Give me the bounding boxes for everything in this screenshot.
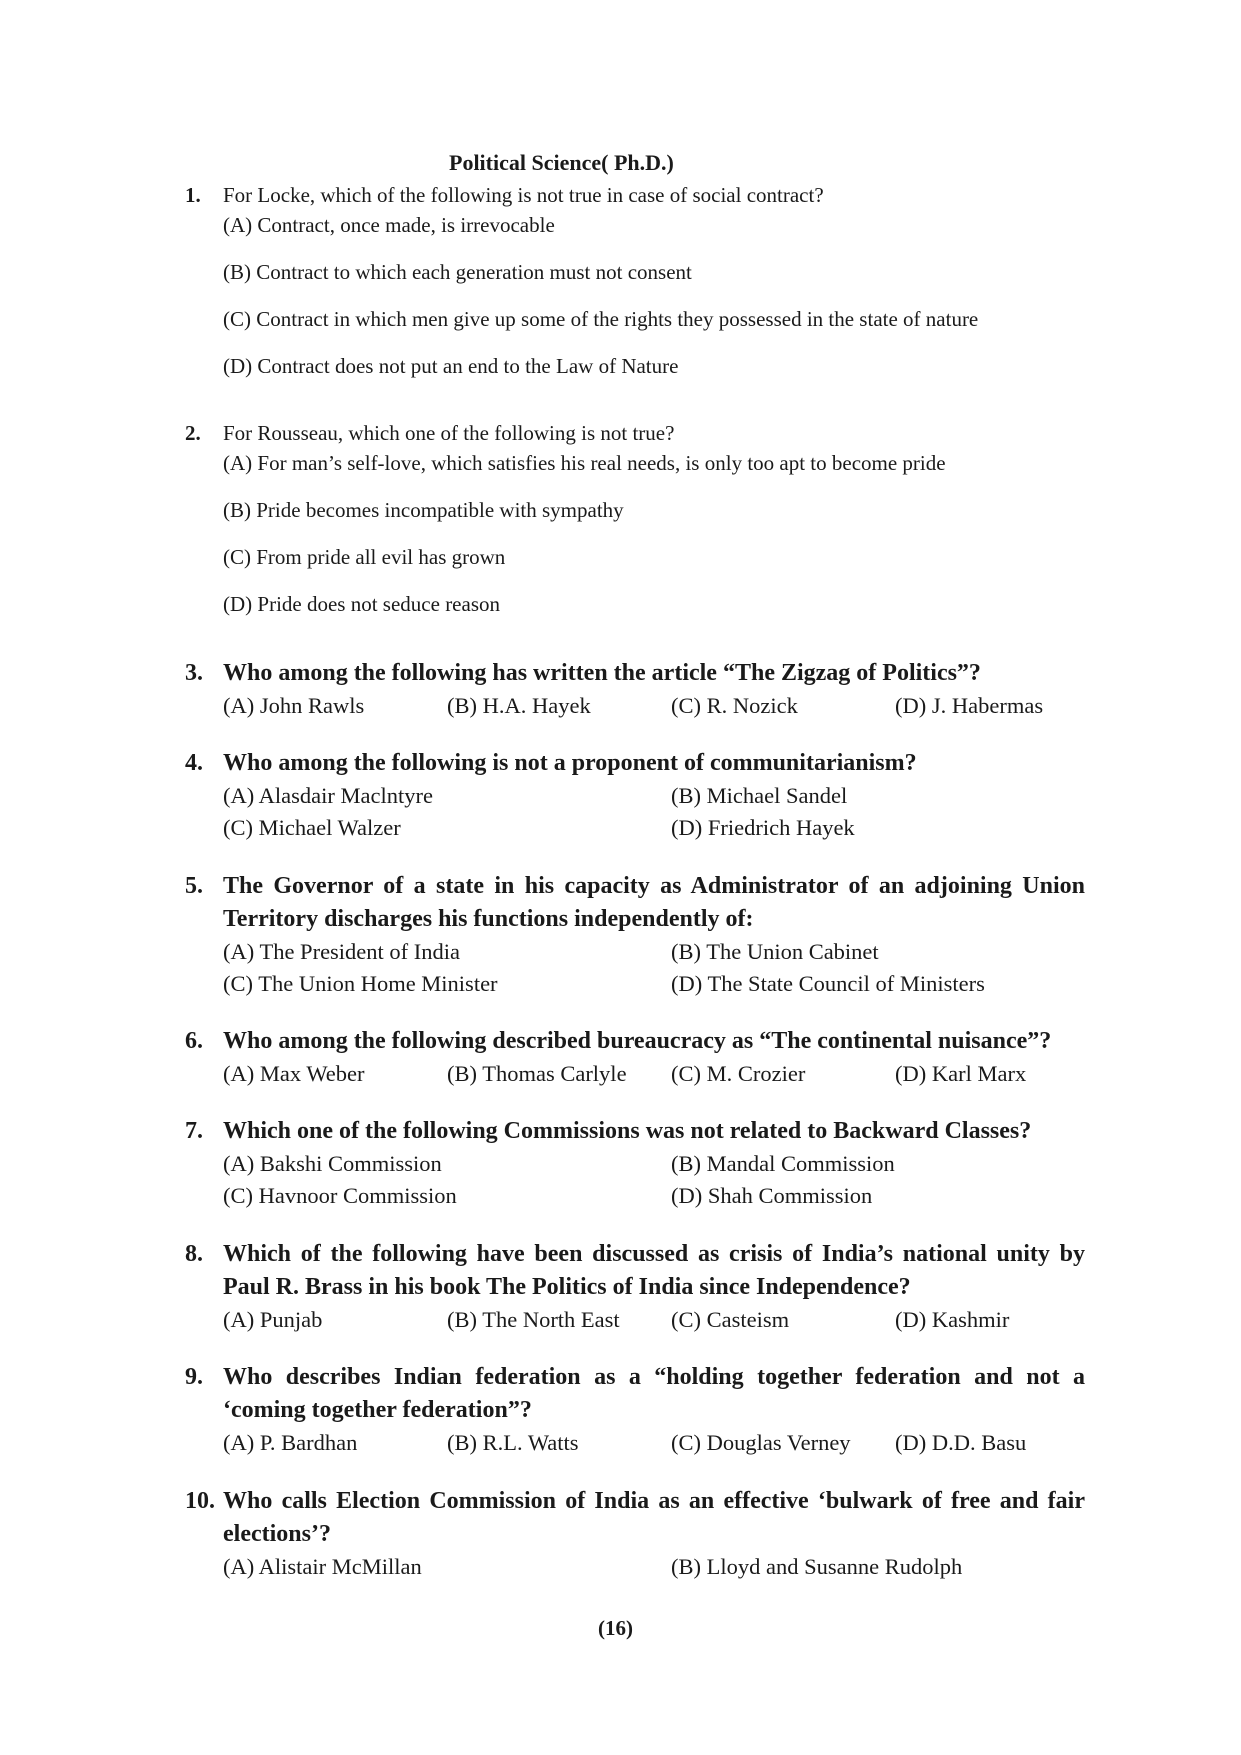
- option-d: (D) Friedrich Hayek: [671, 815, 855, 840]
- option-a: (A) Alasdair Maclntyre: [223, 783, 433, 808]
- option-d: (D) D.D. Basu: [895, 1430, 1027, 1455]
- question-text: Who among the following has written the article “The Zigzag of Politics”?: [223, 660, 981, 686]
- question-number: 8.: [185, 1241, 203, 1267]
- option-b: (B) Contract to which each generation must not consent: [223, 260, 692, 284]
- question-1: [185, 180, 1085, 381]
- option-a: (A) Max Weber: [223, 1061, 365, 1086]
- option-c: (C) R. Nozick: [671, 693, 798, 718]
- question-9: [185, 1361, 1085, 1459]
- option-a: (A) Punjab: [223, 1307, 323, 1332]
- question-7: [185, 1115, 1085, 1212]
- question-text: For Rousseau, which one of the following is not true?: [223, 421, 675, 445]
- option-a: (A) Contract, once made, is irrevocable: [223, 213, 555, 237]
- option-d: (D) Karl Marx: [895, 1061, 1027, 1086]
- option-d: (D) Contract does not put an end to the Law of Nature: [223, 354, 679, 378]
- question-text: The Governor of a state in his capacity as Administrator of an adjoining Union Territory discharges his functions independently of:: [223, 873, 1085, 932]
- option-b: (B) The Union Cabinet: [671, 939, 879, 964]
- option-d: (D) J. Habermas: [895, 693, 1044, 718]
- option-b: (B) Michael Sandel: [671, 783, 848, 808]
- question-text: Who among the following described bureaucracy as “The continental nuisance”?: [223, 1028, 1052, 1054]
- options-list: [223, 1427, 1085, 1459]
- question-10: [185, 1485, 1085, 1583]
- question-5: [185, 870, 1085, 1000]
- option-d: (D) Pride does not seduce reason: [223, 592, 500, 616]
- option-d: (D) Shah Commission: [671, 1183, 873, 1208]
- option-a: (A) P. Bardhan: [223, 1430, 358, 1455]
- option-b: (B) R.L. Watts: [447, 1430, 579, 1455]
- question-number: 2.: [185, 421, 201, 445]
- options-list: [223, 448, 1085, 619]
- option-b: (B) The North East: [447, 1307, 620, 1332]
- question-text: Which one of the following Commissions was not related to Backward Classes?: [223, 1118, 1032, 1144]
- option-c: (C) M. Crozier: [671, 1061, 806, 1086]
- options-list: [223, 210, 1085, 381]
- question-2: [185, 418, 1085, 619]
- option-b: (B) Pride becomes incompatible with sympathy: [223, 498, 624, 522]
- option-c: (C) Douglas Verney: [671, 1430, 851, 1455]
- question-text: Who calls Election Commission of India as an effective ‘bulwark of free and fair elections’?: [223, 1488, 1085, 1547]
- option-a: (A) Bakshi Commission: [223, 1151, 442, 1176]
- options-list: [223, 780, 1085, 844]
- option-d: (D) The State Council of Ministers: [671, 971, 985, 996]
- options-list: [223, 936, 1085, 1000]
- option-c: (C) Havnoor Commission: [223, 1183, 457, 1208]
- question-text: Who among the following is not a proponent of communitarianism?: [223, 750, 917, 776]
- options-list: [223, 1058, 1085, 1090]
- question-number: 6.: [185, 1028, 203, 1054]
- option-b: (B) H.A. Hayek: [447, 693, 591, 718]
- question-number: 5.: [185, 873, 203, 899]
- question-number: 4.: [185, 750, 203, 776]
- question-number: 7.: [185, 1118, 203, 1144]
- question-8: [185, 1238, 1085, 1336]
- option-c: (C) Casteism: [671, 1307, 790, 1332]
- question-number: 10.: [185, 1488, 215, 1514]
- question-3: [185, 657, 1085, 722]
- question-number: 9.: [185, 1364, 203, 1390]
- question-number: 1.: [185, 183, 201, 207]
- option-b: (B) Mandal Commission: [671, 1151, 895, 1176]
- option-a: (A) John Rawls: [223, 693, 365, 718]
- options-list: [223, 1551, 1085, 1583]
- page-title: Political Science( Ph.D.): [449, 150, 674, 175]
- option-b: (B) Thomas Carlyle: [447, 1061, 627, 1086]
- question-number: 3.: [185, 660, 203, 686]
- options-list: [223, 690, 1085, 722]
- page-number: (16): [598, 1616, 633, 1640]
- option-c: (C) Michael Walzer: [223, 815, 401, 840]
- option-c: (C) Contract in which men give up some of the rights they possessed in the state of nature: [223, 307, 979, 331]
- question-6: [185, 1025, 1085, 1090]
- option-a: (A) For man’s self-love, which satisfies his real needs, is only too apt to become pride: [223, 451, 946, 475]
- options-list: [223, 1304, 1085, 1336]
- option-d: (D) Kashmir: [895, 1307, 1010, 1332]
- option-a: (A) Alistair McMillan: [223, 1554, 422, 1579]
- option-c: (C) The Union Home Minister: [223, 971, 498, 996]
- option-a: (A) The President of India: [223, 939, 461, 964]
- question-text: Who describes Indian federation as a “holding together federation and not a ‘coming together federation”?: [223, 1364, 1085, 1423]
- question-text: Which of the following have been discussed as crisis of India’s national unity by Paul R. Brass in his book The Politics of India since Independence?: [223, 1241, 1085, 1300]
- question-4: [185, 747, 1085, 844]
- options-list: [223, 1148, 1085, 1212]
- option-c: (C) From pride all evil has grown: [223, 545, 506, 569]
- question-text: For Locke, which of the following is not true in case of social contract?: [223, 183, 824, 207]
- option-b: (B) Lloyd and Susanne Rudolph: [671, 1554, 963, 1579]
